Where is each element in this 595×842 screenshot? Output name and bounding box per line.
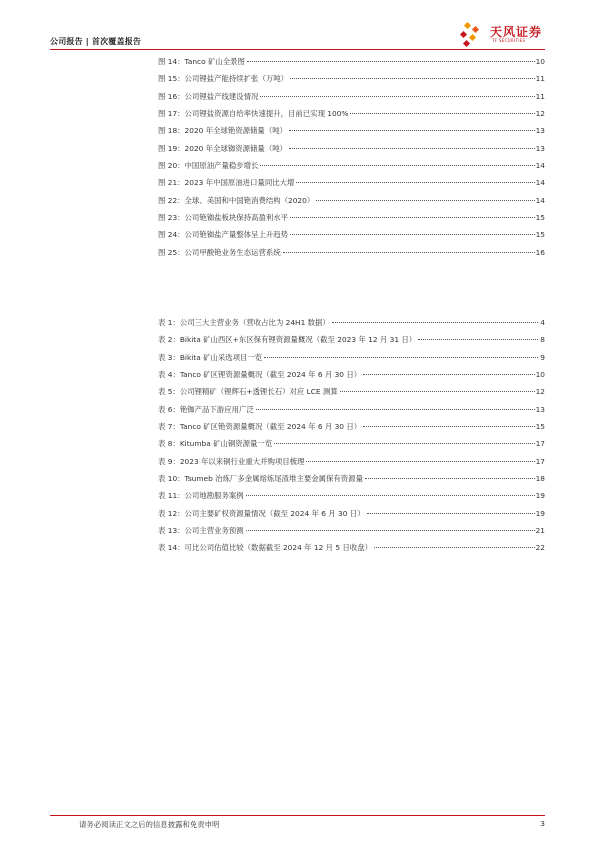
figure-entry-label: 图 15：公司锂盐产能持续扩张（万吨） [158, 74, 289, 84]
table-entry-label: 表 3：Bikita 矿山采选项目一览 [158, 352, 263, 362]
table-entry-label: 表 2：Bikita 矿山西区+东区保有锂资源量概况（截至 2023 年 12 月 31 日） [158, 335, 417, 345]
figure-entry-label: 图 23：公司铯铷盐板块保持高盈利水平 [158, 213, 289, 223]
table-entry-label: 表 1：公司三大主营业务（营收占比为 24H1 数据） [158, 318, 330, 327]
dot-leader [306, 461, 534, 462]
figure-entry[interactable] [158, 73, 545, 90]
page-number: 3 [540, 819, 545, 828]
figure-entry-label: 图 18：2020 年全球铯资源储量（吨） [158, 126, 287, 136]
table-entry-page: 9 [540, 352, 545, 362]
table-entry[interactable] [158, 525, 545, 542]
table-entry[interactable] [158, 317, 545, 334]
dot-leader [374, 547, 535, 548]
table-entry-label: 表 9：2023 年以来铜行业重大并购项目梳理 [158, 456, 305, 466]
dot-leader [289, 148, 535, 149]
table-entry[interactable] [158, 386, 545, 403]
dot-leader [316, 200, 534, 201]
figure-entry[interactable] [158, 195, 545, 212]
table-entry[interactable] [158, 352, 545, 369]
logo-subtitle: TF SECURITIES [492, 38, 526, 43]
table-entry-page: 19 [535, 491, 545, 501]
table-entry[interactable] [158, 456, 545, 473]
figure-entry[interactable] [158, 212, 545, 229]
table-entry-page: 4 [540, 318, 545, 327]
dot-leader [247, 61, 535, 62]
dot-leader [365, 478, 535, 479]
table-entry[interactable] [158, 490, 545, 507]
figure-entry-page: 12 [535, 109, 545, 119]
figure-entry-label: 图 20：中国原油产量稳步增长 [158, 161, 259, 171]
figure-entry[interactable] [158, 125, 545, 142]
dot-leader [260, 96, 534, 97]
figure-entry-page: 11 [535, 91, 545, 101]
table-entry[interactable] [158, 438, 545, 455]
logo-name: 天风证券 [490, 25, 543, 39]
dot-leader [260, 165, 534, 166]
table-entry-label: 表 11：公司地勘服务案例 [158, 491, 244, 501]
table-entry-label: 表 14：可比公司估值比较（数据截至 2024 年 12 月 5 日收盘） [158, 543, 372, 553]
table-entry[interactable] [158, 369, 545, 386]
table-entry-label: 表 13：公司主营业务预测 [158, 526, 244, 536]
dot-leader [289, 130, 535, 131]
table-index [158, 317, 545, 560]
figure-entry-label: 图 16：公司锂盐产线建设情况 [158, 91, 259, 101]
figure-entry[interactable] [158, 229, 545, 246]
table-entry-page: 18 [535, 474, 545, 484]
figure-entry-page: 15 [535, 230, 545, 240]
header-divider [50, 49, 545, 50]
table-entry-page: 22 [535, 543, 545, 553]
table-entry-page: 12 [535, 387, 545, 397]
figure-entry-label: 图 21：2023 年中国原油进口量同比大增 [158, 178, 295, 188]
table-entry-page: 19 [535, 508, 545, 518]
table-entry-label: 表 6：铯铷产品下游应用广泛 [158, 404, 254, 414]
dot-leader [246, 495, 535, 496]
figure-entry-page: 16 [535, 247, 545, 257]
dot-leader [264, 357, 538, 358]
table-entry[interactable] [158, 404, 545, 421]
figure-entry-page: 14 [535, 195, 545, 205]
report-type-title: 公司报告 | 首次覆盖报告 [50, 37, 142, 46]
figure-entry[interactable] [158, 247, 545, 264]
table-entry-label: 表 5：公司锂精矿（锂辉石+透锂长石）对应 LCE 测算 [158, 387, 338, 397]
table-entry-page: 10 [535, 370, 545, 380]
dot-leader [367, 513, 535, 514]
table-entry-label: 表 4：Tanco 矿区锂资源量概况（截至 2024 年 6 月 30 日） [158, 370, 362, 380]
dot-leader [340, 391, 535, 392]
table-entry-page: 15 [535, 422, 545, 432]
figure-entry-page: 10 [535, 57, 545, 66]
figure-entry-page: 13 [535, 143, 545, 153]
table-entry[interactable] [158, 334, 545, 351]
logo-mark-icon [458, 22, 486, 48]
figure-entry[interactable] [158, 108, 545, 125]
figure-index [158, 56, 545, 264]
figure-entry-label: 图 17：公司锂盐资源自给率快速提升，目前已实现 100% [158, 109, 349, 119]
figure-entry[interactable] [158, 56, 545, 73]
table-entry-label: 表 7：Tanco 矿区铯资源量概况（截至 2024 年 6 月 30 日） [158, 422, 362, 432]
dot-leader [363, 426, 534, 427]
dot-leader [418, 339, 538, 340]
table-entry[interactable] [158, 421, 545, 438]
table-entry[interactable] [158, 473, 545, 490]
table-entry[interactable] [158, 542, 545, 559]
tf-securities-logo [458, 22, 550, 48]
dot-leader [290, 78, 535, 79]
dot-leader [256, 409, 535, 410]
figure-entry-label: 图 24：公司铯铷盐产量整体呈上升趋势 [158, 230, 289, 240]
figure-entry-page: 14 [535, 178, 545, 188]
figure-entry[interactable] [158, 160, 545, 177]
dot-leader [290, 234, 535, 235]
table-entry-label: 表 10：Tsumeb 冶炼厂多金属熔炼尾渣堆主要金属保有资源量 [158, 474, 363, 484]
figure-entry-page: 14 [535, 161, 545, 171]
figure-entry-label: 图 14：Tanco 矿山全景图 [158, 57, 245, 66]
footer-disclaimer: 请务必阅读正文之后的信息披露和免责申明 [79, 820, 220, 829]
table-entry-page: 13 [535, 404, 545, 414]
figure-entry-label: 图 22：全球、美国和中国铯消费结构（2020） [158, 195, 315, 205]
figure-entry-label: 图 25：公司甲酸铯业务生态运营系统 [158, 247, 281, 257]
figure-entry[interactable] [158, 143, 545, 160]
table-entry-page: 17 [535, 456, 545, 466]
figure-entry[interactable] [158, 177, 545, 194]
dot-leader [274, 443, 534, 444]
dot-leader [283, 252, 535, 253]
dot-leader [290, 217, 535, 218]
dot-leader [350, 113, 534, 114]
table-entry[interactable] [158, 508, 545, 525]
figure-entry-page: 15 [535, 213, 545, 223]
figure-entry[interactable] [158, 91, 545, 108]
table-entry-label: 表 12：公司主要矿权资源量情况（截至 2024 年 6 月 30 日） [158, 508, 365, 518]
dot-leader [332, 322, 538, 323]
table-entry-page: 8 [540, 335, 545, 345]
table-entry-page: 17 [535, 439, 545, 449]
footer-divider [50, 815, 545, 816]
dot-leader [296, 182, 534, 183]
table-entry-page: 21 [535, 526, 545, 536]
dot-leader [363, 374, 534, 375]
table-entry-label: 表 8：Kitumba 矿山铜资源量一览 [158, 439, 273, 449]
figure-entry-page: 11 [535, 74, 545, 84]
figure-entry-label: 图 19：2020 年全球铷资源储量（吨） [158, 143, 287, 153]
figure-entry-page: 13 [535, 126, 545, 136]
dot-leader [246, 530, 535, 531]
